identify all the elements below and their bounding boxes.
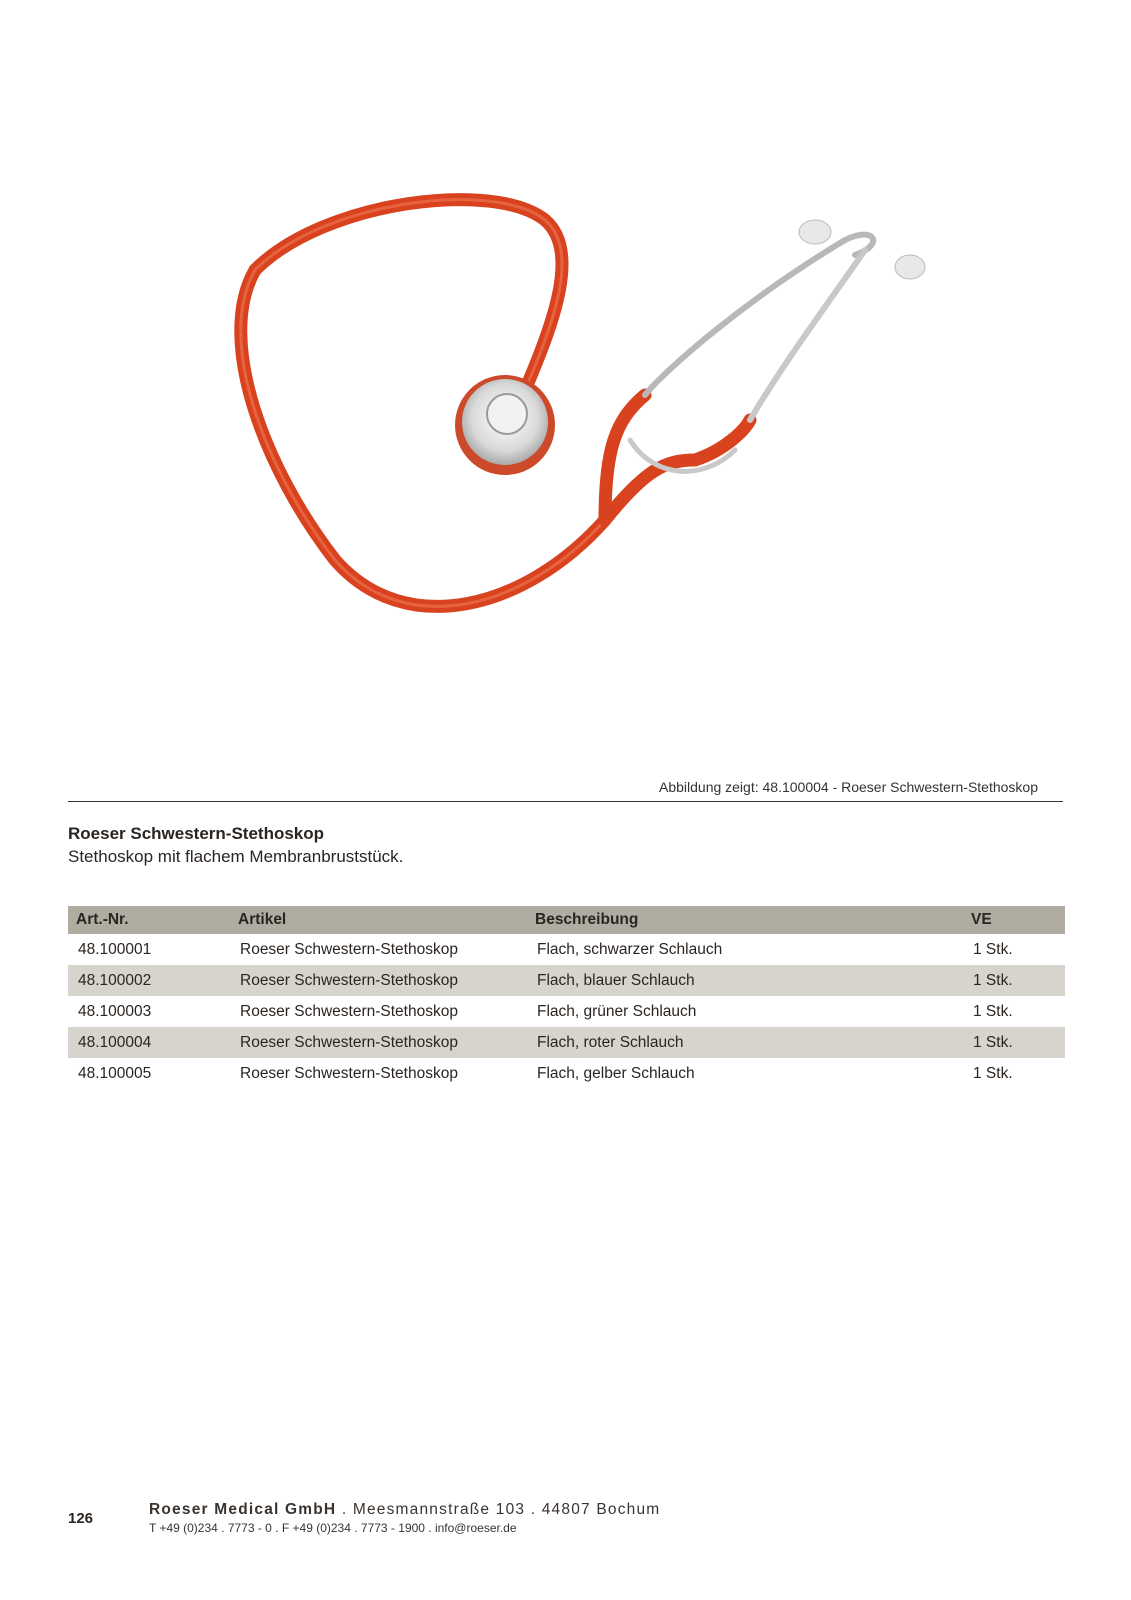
company-name: Roeser Medical GmbH bbox=[149, 1501, 337, 1518]
cell-art-nr: 48.100002 bbox=[68, 965, 230, 996]
table-row bbox=[68, 965, 1065, 996]
product-title: Roeser Schwestern-Stethoskop bbox=[68, 824, 325, 843]
cell-beschreibung: Flach, schwarzer Schlauch bbox=[537, 940, 723, 958]
cell-artikel: Roeser Schwestern-Stethoskop bbox=[240, 1002, 458, 1020]
divider bbox=[68, 801, 1063, 802]
table-row bbox=[68, 1027, 1065, 1058]
cell-ve: 1 Stk. bbox=[973, 1064, 1013, 1082]
cell-artikel: Roeser Schwestern-Stethoskop bbox=[230, 965, 527, 996]
company-address: . Meesmannstraße 103 . 44807 Bochum bbox=[336, 1501, 661, 1518]
ear-tip-right bbox=[895, 255, 925, 279]
cell-beschreibung: Flach, gelber Schlauch bbox=[537, 1064, 695, 1082]
image-caption: Abbildung zeigt: 48.100004 - Roeser Schwestern-Stethoskop bbox=[658, 779, 1038, 795]
cell-ve: 1 Stk. bbox=[963, 965, 1065, 996]
cell-beschreibung: Flach, blauer Schlauch bbox=[527, 965, 963, 996]
header-beschreibung: Beschreibung bbox=[527, 906, 963, 934]
cell-artikel: Roeser Schwestern-Stethoskop bbox=[240, 1064, 458, 1082]
ear-tip-left bbox=[799, 220, 831, 244]
cell-art-nr: 48.100003 bbox=[78, 1002, 152, 1020]
cell-ve: 1 Stk. bbox=[973, 1002, 1013, 1020]
table-row bbox=[68, 934, 1065, 965]
cell-artikel: Roeser Schwestern-Stethoskop bbox=[240, 940, 458, 958]
page-number: 126 bbox=[68, 1510, 94, 1527]
header-art-nr: Art.-Nr. bbox=[68, 906, 230, 934]
cell-art-nr: 48.100001 bbox=[78, 940, 152, 958]
product-subtitle: Stethoskop mit flachem Membranbruststück. bbox=[68, 847, 404, 866]
table-row bbox=[68, 1058, 1065, 1089]
cell-artikel: Roeser Schwestern-Stethoskop bbox=[230, 1027, 527, 1058]
cell-ve: 1 Stk. bbox=[963, 1027, 1065, 1058]
cell-art-nr: 48.100004 bbox=[68, 1027, 230, 1058]
cell-art-nr: 48.100005 bbox=[78, 1064, 152, 1082]
header-artikel: Artikel bbox=[230, 906, 527, 934]
cell-beschreibung: Flach, roter Schlauch bbox=[527, 1027, 963, 1058]
table-header-row bbox=[68, 906, 1065, 934]
stethoscope-image bbox=[225, 120, 955, 660]
footer-address-line bbox=[149, 1501, 660, 1519]
product-table bbox=[68, 906, 1065, 1089]
footer-contact: T +49 (0)234 . 7773 - 0 . F +49 (0)234 . 7773 - 1900 . info@roeser.de bbox=[149, 1521, 517, 1535]
cell-beschreibung: Flach, grüner Schlauch bbox=[537, 1002, 697, 1020]
table-row bbox=[68, 996, 1065, 1027]
header-ve: VE bbox=[963, 906, 1065, 934]
cell-ve: 1 Stk. bbox=[973, 940, 1013, 958]
